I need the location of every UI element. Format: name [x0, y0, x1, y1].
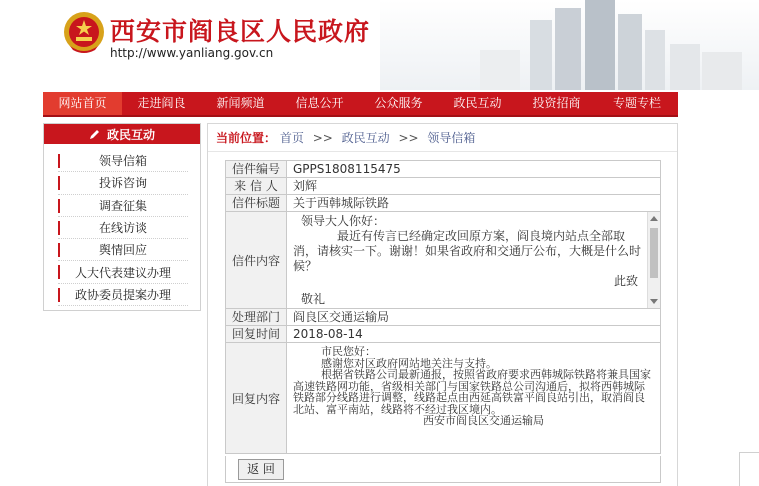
breadcrumb-home[interactable]: 首页	[279, 131, 304, 145]
skyline-banner	[380, 0, 759, 90]
reply-line2: 根据省铁路公司最新通报，按照省政府要求西韩城际铁路将兼具国家高速铁路网功能，省级相关部门与国家铁路总公司沟通后，拟将西韩城际铁路部分线路进行调整，线路起点由西延高铁富平阎良站引出，取消阎良北站、富平南站，线路将不经过我区境内。	[293, 368, 651, 416]
sender-label: 来 信 人	[226, 178, 287, 195]
sidebar-item-npc-suggestions[interactable]: 人大代表建议办理	[58, 261, 188, 283]
main-content	[207, 123, 678, 486]
breadcrumb-current: 领导信箱	[427, 131, 476, 145]
breadcrumb-separator: >>	[312, 131, 333, 145]
national-emblem-icon	[62, 10, 106, 56]
nav-about[interactable]: 走进阎良	[137, 96, 186, 110]
site-title: 西安市阎良区人民政府	[110, 17, 371, 46]
sender-name: 刘辉	[287, 178, 661, 195]
back-bar	[225, 456, 661, 483]
nav-interaction[interactable]: 政民互动	[453, 96, 502, 110]
letter-number-label: 信件编号	[226, 161, 287, 178]
scroll-down-arrow-icon[interactable]	[650, 299, 658, 304]
dept-label: 处理部门	[226, 309, 287, 326]
sidebar-title: 政民互动	[106, 127, 155, 142]
content-close: 此致	[613, 274, 638, 288]
sidebar-item-cppcc-proposals[interactable]: 政协委员提案办理	[58, 284, 188, 306]
content-label: 信件内容	[226, 212, 287, 309]
pencil-icon	[89, 128, 101, 140]
sidebar-item-opinion-response[interactable]: 舆情回应	[58, 239, 188, 261]
reply-time: 2018-08-14	[287, 326, 661, 343]
sidebar-header	[44, 124, 200, 144]
sidebar-list	[44, 144, 200, 306]
nav-info-public[interactable]: 信息公开	[295, 96, 344, 110]
reply-content-cell	[287, 343, 661, 454]
sidebar	[43, 123, 201, 311]
letter-number: GPPS1808115475	[287, 161, 661, 178]
reply-greeting: 市民您好：	[321, 345, 376, 358]
breadcrumb-interaction[interactable]: 政民互动	[341, 131, 390, 145]
nav-public-service[interactable]: 公众服务	[374, 96, 423, 110]
reply-sign: 西安市阎良区交通运输局	[423, 414, 544, 427]
sidebar-item-complaint[interactable]: 投诉咨询	[58, 172, 188, 194]
sidebar-item-interview[interactable]: 在线访谈	[58, 217, 188, 239]
handling-dept: 阎良区交通运输局	[287, 309, 661, 326]
subject-label: 信件标题	[226, 195, 287, 212]
content-body: 最近有传言已经确定改回原方案，阎良境内站点全部取消，请核实一下。谢谢！如果省政府和交通厅公布，大概是什么时候？	[293, 229, 642, 273]
breadcrumb-separator: >>	[398, 131, 419, 145]
floating-corner-widget[interactable]	[739, 452, 759, 486]
nav-investment[interactable]: 投资招商	[532, 96, 581, 110]
scroll-up-arrow-icon[interactable]	[650, 216, 658, 221]
breadcrumb-label: 当前位置：	[216, 131, 277, 145]
nav-special[interactable]: 专题专栏	[612, 96, 661, 110]
content-scrollbar[interactable]	[647, 212, 660, 308]
letter-subject: 关于西韩城际铁路	[287, 195, 661, 212]
letter-content[interactable]	[287, 212, 660, 308]
reply-time-label: 回复时间	[226, 326, 287, 343]
nav-home[interactable]: 网站首页	[43, 92, 122, 115]
letter-content-cell	[287, 212, 661, 309]
back-button[interactable]: 返 回	[238, 459, 284, 480]
main-nav	[43, 92, 678, 117]
letter-table	[225, 160, 661, 454]
site-header	[0, 0, 759, 90]
reply-line1: 感谢您对区政府网站地关注与支持。	[321, 356, 497, 370]
reply-label: 回复内容	[226, 343, 287, 454]
content-regards: 敬礼	[301, 292, 326, 306]
breadcrumb	[208, 124, 677, 152]
reply-content	[287, 343, 660, 453]
sidebar-item-leader-mailbox[interactable]: 领导信箱	[58, 150, 188, 172]
scroll-thumb[interactable]	[650, 228, 658, 278]
sidebar-item-survey[interactable]: 调查征集	[58, 195, 188, 217]
content-greeting: 领导大人你好：	[301, 214, 386, 228]
nav-news[interactable]: 新闻频道	[216, 96, 265, 110]
site-url: http://www.yanliang.gov.cn	[110, 46, 274, 60]
